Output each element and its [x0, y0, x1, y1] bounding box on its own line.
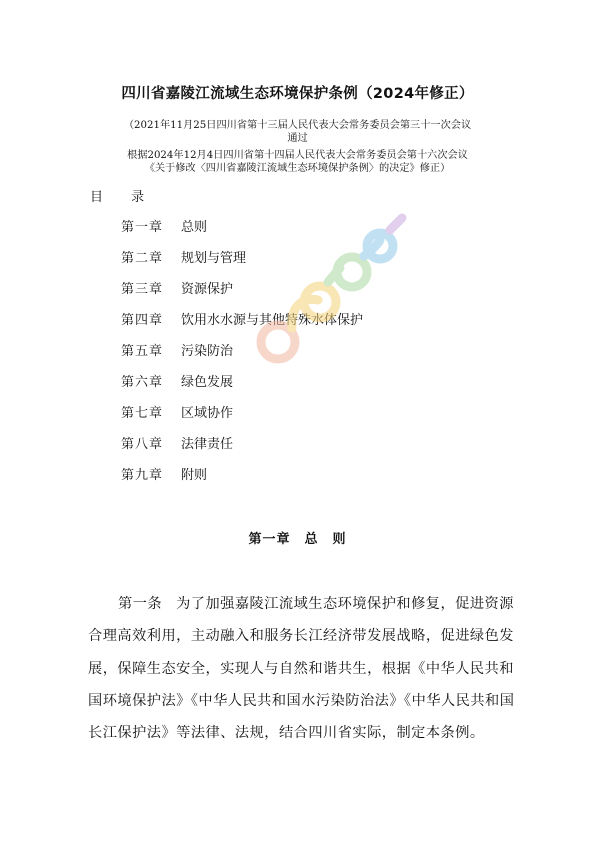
toc-chapter-name: 区域协作 [181, 406, 234, 421]
toc-item-chapter-7[interactable] [121, 402, 363, 433]
article-one [88, 588, 518, 749]
toc-item-chapter-9[interactable] [121, 464, 363, 495]
amendment-note-line-1: 根据2024年12月4日四川省第十四届人民代表大会常务委员会第十六次会议 [127, 150, 468, 161]
toc-chapter-name: 法律责任 [181, 437, 234, 452]
toc-chapter-name: 附则 [181, 468, 208, 483]
toc-heading: 目 录 [90, 190, 157, 205]
toc-chapter-number: 第七章 [121, 406, 164, 421]
toc-chapter-number: 第九章 [121, 468, 164, 483]
toc-item-chapter-8[interactable] [121, 433, 363, 464]
toc-chapter-number: 第八章 [121, 437, 164, 452]
toc-chapter-name: 资源保护 [181, 282, 234, 297]
article-number: 第一条 [118, 596, 163, 612]
toc-chapter-number: 第六章 [121, 375, 164, 390]
toc-chapter-number: 第五章 [121, 344, 164, 359]
toc-chapter-name: 饮用水水源与其他特殊水体保护 [181, 313, 364, 328]
watermark-ring [337, 257, 367, 287]
toc-chapter-name: 规划与管理 [181, 251, 247, 266]
adoption-note-line-1: （2021年11月25日四川省第十三届人民代表大会常务委员会第三十一次会议 [123, 120, 472, 131]
toc-chapter-number: 第四章 [121, 313, 164, 328]
chapter-one-heading: 第一章 总 则 [248, 532, 347, 547]
toc-chapter-number: 第三章 [121, 282, 164, 297]
toc-chapter-number: 第一章 [121, 220, 164, 235]
adoption-note-line-2: 通过 [287, 133, 308, 144]
article-text: 为了加强嘉陵江流域生态环境保护和修复，促进资源合理高效利用，主动融入和服务长江经济带发展战略，促进绿色发展，保障生态安全，实现人与自然和谐共生，根据《中华人民共和国环境保护法》《中华人民共和国水污染防治法》《中华人民共和国长江保护法》等法律、法规，结合四川省实际，制定本条例。 [88, 596, 515, 742]
watermark-stroke [390, 218, 402, 230]
toc-chapter-name: 污染防治 [181, 344, 234, 359]
iacloud-watermark-logo [240, 210, 410, 380]
toc-chapter-number: 第二章 [121, 251, 164, 266]
toc-chapter-name: 总则 [181, 220, 208, 235]
document-title: 四川省嘉陵江流域生态环境保护条例（2024年修正） [121, 86, 474, 102]
toc-chapter-name: 绿色发展 [181, 375, 234, 390]
amendment-note-line-2: 《关于修改〈四川省嘉陵江流域生态环境保护条例〉的决定》修正） [144, 163, 451, 174]
